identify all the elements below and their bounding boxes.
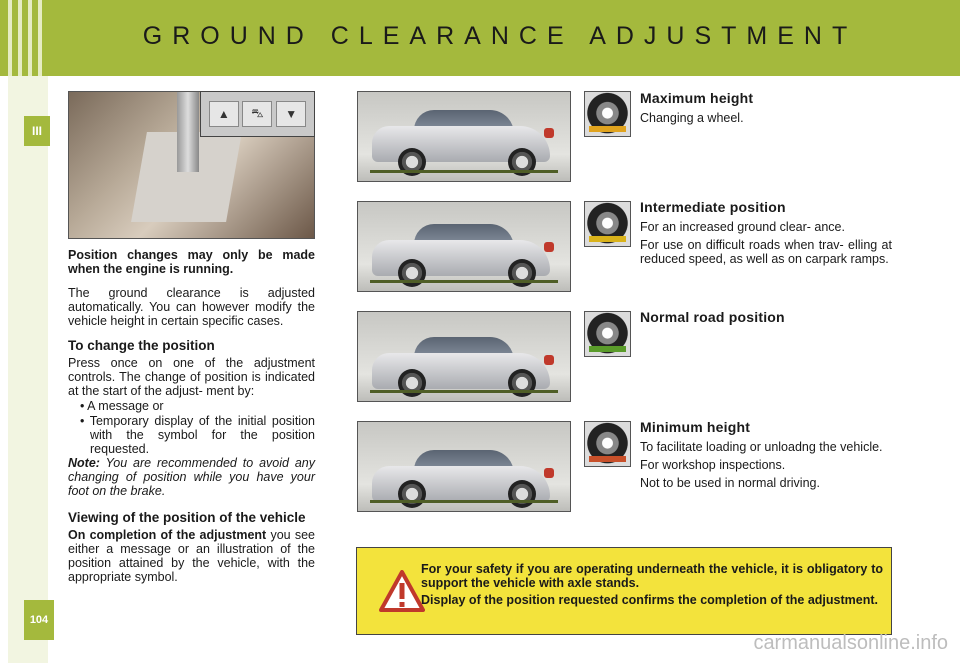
position-line: To facilitate loading or unloadng the vehicle. [640,440,883,454]
position-max-height [640,91,892,129]
note-text: You are recommended to avoid any changing of position while you have your foot on the brake. [68,456,315,498]
page-title: GROUND CLEARANCE ADJUSTMENT [142,22,858,50]
intro-bold: Position changes may only be made when the engine is running. [68,248,315,276]
intro-text: The ground clearance is adjusted automatically. You can however modify the vehicle height in certain specific cases. [68,286,315,328]
viewing-heading: Viewing of the position of the vehicle [68,510,306,525]
header-stripes [8,0,48,76]
car-min-height-image [357,421,571,512]
watermark: carmanualsonline.info [753,632,948,654]
position-min-height [640,420,892,494]
bullet-item: • Temporary display of the initial position with the symbol for the position requested. [80,414,315,456]
position-line: For workshop inspections. [640,458,786,472]
position-title: Minimum height [640,419,751,435]
position-line: Not to be used in normal driving. [640,476,820,490]
level-bar [589,346,626,352]
warning-line-1: For your safety if you are operating underneath the vehicle, it is obligatory to support the vehicle with axle stands. [421,562,883,590]
side-strip [8,76,48,663]
header-band [0,0,960,76]
position-title: Intermediate position [640,199,786,215]
position-intermediate [640,200,892,270]
position-title: Normal road position [640,309,785,325]
position-normal [640,310,892,330]
triangle-down-icon: ▼ [276,101,306,127]
page-number: 104 [24,600,54,640]
level-bar [589,456,626,462]
normal-wheel-icon [584,311,631,357]
position-line: For an increased ground clear- ance. [640,220,845,234]
level-bar [589,236,626,242]
max-height-wheel-icon [584,91,631,137]
selector-lever [177,92,199,172]
height-control-buttons [200,91,315,137]
viewing-bold: On completion of the adjustment [68,528,267,542]
position-line: Changing a wheel. [640,111,744,125]
warning-triangle-icon [379,570,425,612]
car-icon: ⛍ [242,101,272,127]
min-height-wheel-icon [584,421,631,467]
car-normal-image [357,311,571,402]
left-column [68,248,315,584]
change-heading: To change the position [68,338,215,353]
change-text: Press once on one of the adjustment controls. The change of position is indicated at the start of the adjust- ment by: [68,356,315,398]
level-bar [589,126,626,132]
car-intermediate-image [357,201,571,292]
intermediate-wheel-icon [584,201,631,247]
position-title: Maximum height [640,90,754,106]
car-max-height-image [357,91,571,182]
warning-line-2: Display of the position requested confirms the completion of the adjustment. [421,593,878,607]
bullet-item: • A message or [80,399,164,413]
viewing-text: you see either a message or an illustration of the position attained by the vehicle, with the appropriate symbol. [68,528,315,584]
triangle-up-icon: ▲ [209,101,239,127]
chapter-tab: III [24,116,50,146]
safety-warning-box [356,547,892,635]
note-label: Note: [68,456,100,470]
position-line: For use on difficult roads when trav- elling at reduced speed, as well as on carpark ramps. [640,238,892,266]
